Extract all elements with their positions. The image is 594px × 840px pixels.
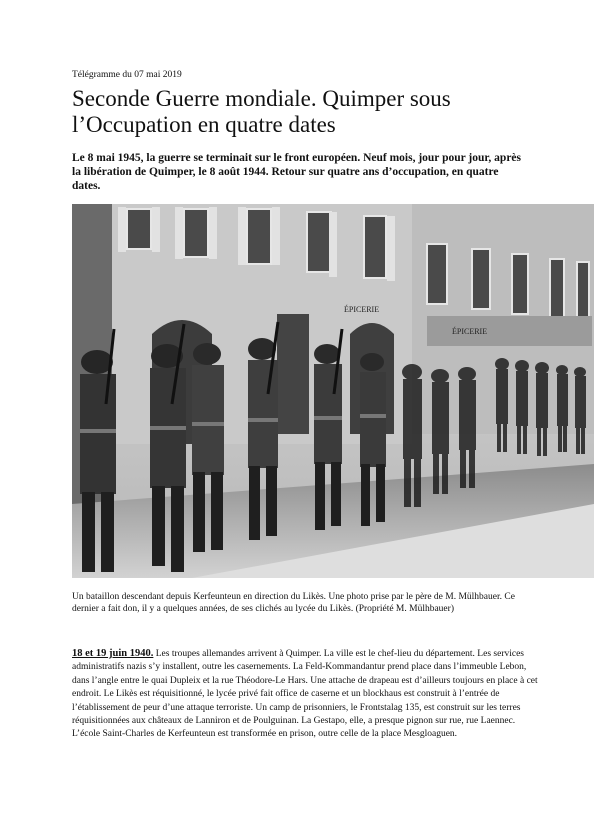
photo-sign-left: ÉPICERIE [344,305,380,314]
photo-sign-right: ÉPICERIE [452,327,488,336]
section-text: Les troupes allemandes arrivent à Quimper. La ville est le chef-lieu du département. Les services administratifs nazis s’y installent, outre les casernements. La Feld-Kommandantur prend place dans l’immeuble Lebon, dans l’angle entre le quai Dupleix et la rue Théodore-Le Hars. Une attache de drapeau est d’ailleurs toujours en place à cet endroit. Le Likès est réquisitionné, le lycée privé fait office de caserne et un blockhaus est construit à l’entrée de l’établissement de peur d’une attaque terroriste. Un camp de prisonniers, le Frontstalag 135, est construit sur les terres réquisitionnées aux châteaux de Lanniron et de Poulguinan. La Gestapo, elle, a presque pignon sur rue, rue Laennec. L’école Saint-Charles de Kerfeunteun est transformée en prison, outre celle de la place Mesgloaguen. [72,649,538,740]
article-photo [72,204,594,578]
soldiers-marching-photo [72,204,594,578]
source-line: Télégramme du 07 mai 2019 [72,70,182,80]
section-date: 18 et 19 juin 1940. [72,648,154,659]
photo-caption: Un bataillon descendant depuis Kerfeunteun en direction du Likès. Une photo prise par le père de M. Mülhbauer. Ce dernier a fait don, il y a quelques années, de ses clichés au lycée du Likès. (Propriété M. Mülhbauer) [72,592,515,614]
article-lead: Le 8 mai 1945, la guerre se terminait sur le front européen. Neuf mois, jour pour jour, après la libération de Quimper, le 8 août 1944. Retour sur quatre ans d’occupation, en quatre dates. [72,152,521,192]
article-section [72,647,542,742]
article-title: Seconde Guerre mondiale. Quimper sous l’Occupation en quatre dates [72,86,451,137]
